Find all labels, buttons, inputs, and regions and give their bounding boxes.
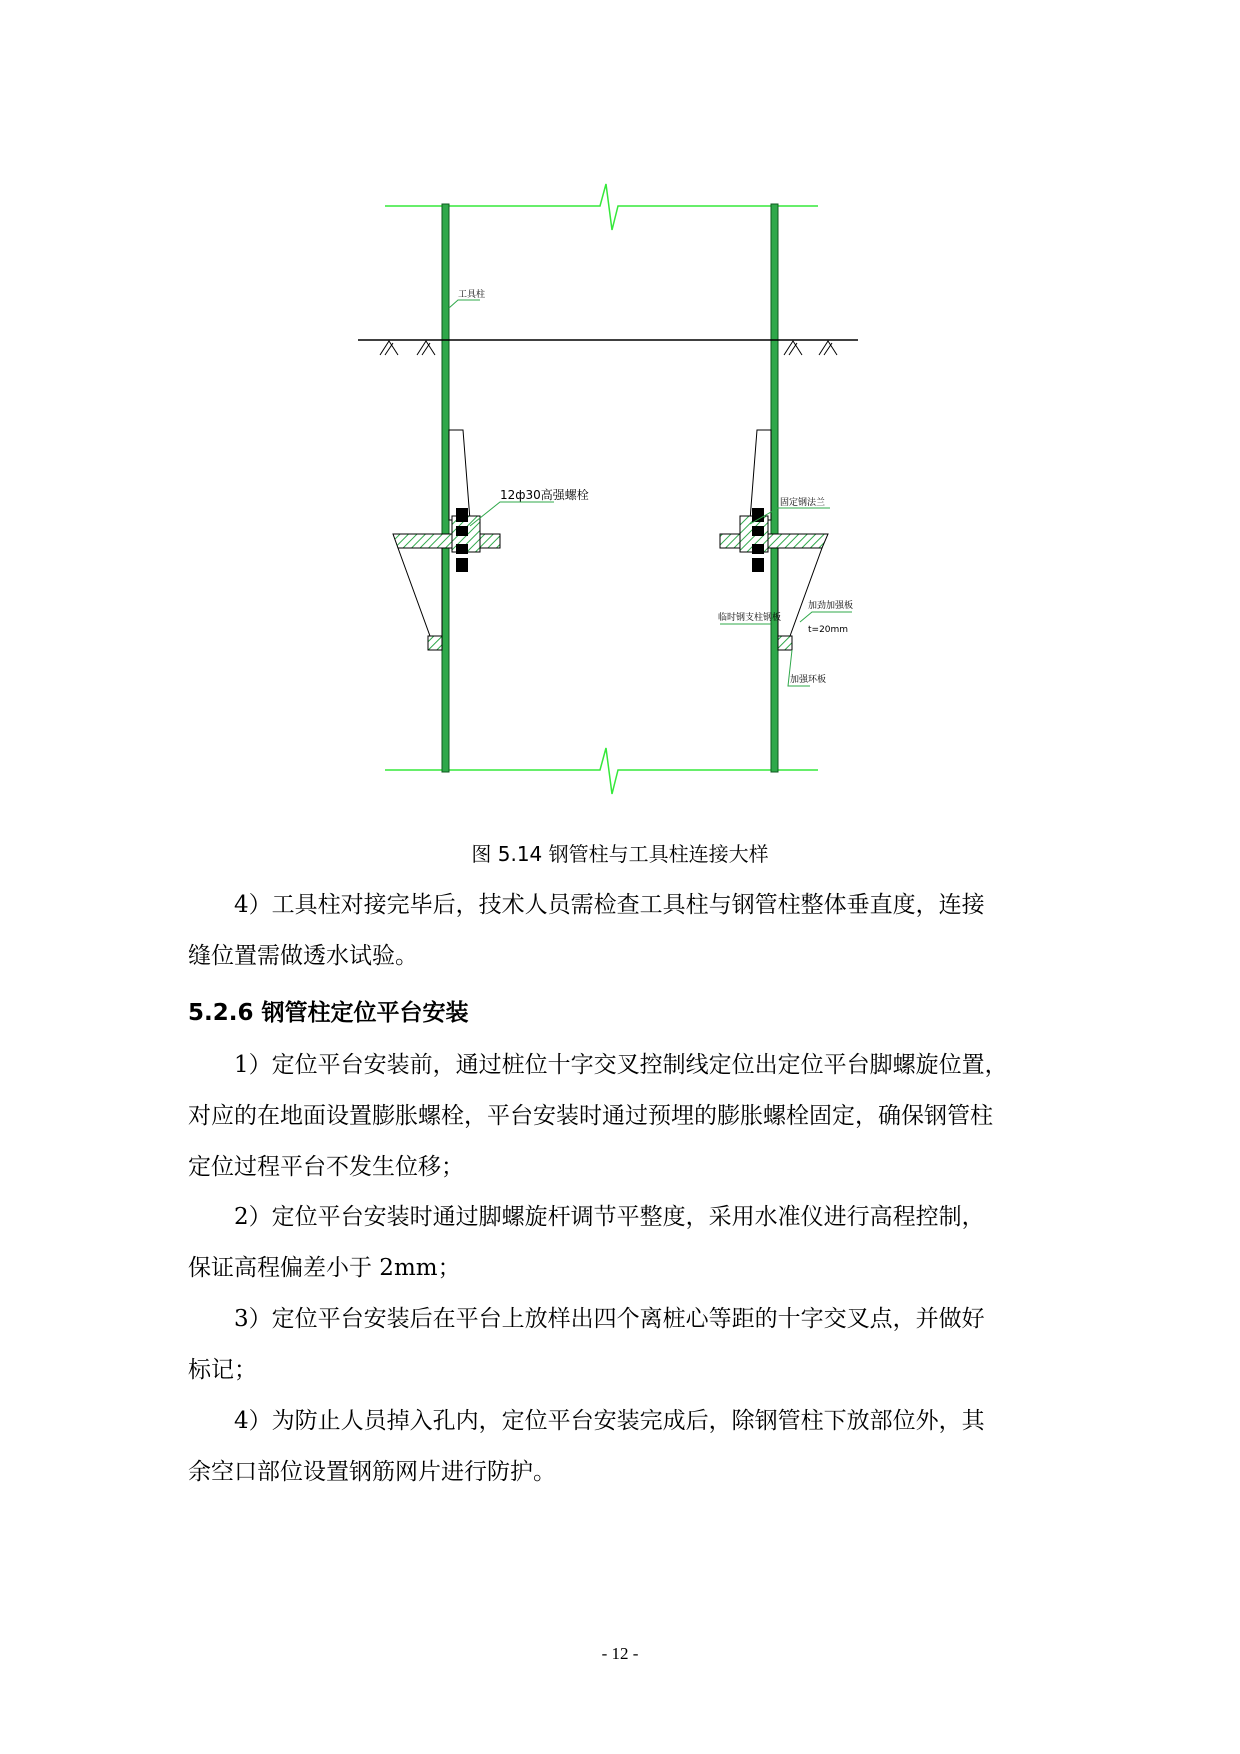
tool-column-label: 工具柱 xyxy=(458,290,486,300)
bolt-leader xyxy=(470,502,554,526)
para-line: 对应的在地面设置膨胀螺栓，平台安装时通过预埋的膨胀螺栓固定，确保钢管柱 xyxy=(188,1103,993,1129)
para-line: 定位过程平台不发生位移； xyxy=(188,1154,464,1180)
para-line: 余空口部位设置钢筋网片进行防护。 xyxy=(188,1459,556,1485)
paragraph-platform-step-3 xyxy=(188,1294,1054,1396)
para-line: 4）工具柱对接完毕后，技术人员需检查工具柱与钢管柱整体垂直度，连接 xyxy=(234,892,985,918)
top-break-line xyxy=(385,184,818,230)
tool-column-leader xyxy=(449,300,480,308)
left-stiffener-ring xyxy=(428,636,442,650)
right-flange xyxy=(720,534,828,548)
right-thickness-label: t=20mm xyxy=(808,625,849,635)
bolts-label: 12ф30高强螺栓 xyxy=(500,488,589,502)
right-mid-label: 临时钢支柱钢板 xyxy=(718,613,782,623)
para-line: 2）定位平台安装时通过脚螺旋杆调节平整度，采用水准仪进行高程控制， xyxy=(234,1204,985,1230)
right-lower-bracket xyxy=(778,548,822,636)
left-flange xyxy=(393,534,500,548)
right-stiffener-label: 加劲加强板 xyxy=(808,601,854,611)
bottom-break-line xyxy=(385,748,818,794)
paragraph-platform-step-4 xyxy=(188,1396,1054,1498)
column-connection-drawing xyxy=(0,0,1240,820)
right-bottom-label: 加强环板 xyxy=(790,675,827,685)
left-upper-bracket xyxy=(449,430,470,520)
right-stiffener-ring xyxy=(778,636,792,650)
para-line: 标记； xyxy=(188,1357,257,1383)
para-line: 保证高程偏差小于 2mm； xyxy=(188,1255,461,1281)
right-column-wall xyxy=(771,204,778,772)
paragraph-platform-step-1 xyxy=(188,1040,1054,1193)
page-number: - 12 - xyxy=(601,1644,639,1663)
paragraph-platform-step-2 xyxy=(188,1192,1054,1294)
section-heading: 5.2.6 钢管柱定位平台安装 xyxy=(188,1000,469,1026)
para-line: 4）为防止人员掉入孔内，定位平台安装完成后，除钢管柱下放部位外，其 xyxy=(234,1408,985,1434)
right-top-label: 固定钢法兰 xyxy=(780,498,826,508)
figure-caption: 图 5.14 钢管柱与工具柱连接大样 xyxy=(471,842,769,866)
para-line: 1）定位平台安装前，通过桩位十字交叉控制线定位出定位平台脚螺旋位置， xyxy=(234,1052,1008,1078)
left-lower-bracket xyxy=(398,548,442,636)
para-line: 缝位置需做透水试验。 xyxy=(188,943,418,969)
right-stiffener-leader xyxy=(800,612,852,622)
left-column-wall xyxy=(442,204,449,772)
right-upper-bracket xyxy=(750,430,771,520)
para-line: 3）定位平台安装后在平台上放样出四个离桩心等距的十字交叉点，并做好 xyxy=(234,1306,985,1332)
paragraph-connection-check xyxy=(188,880,1054,982)
